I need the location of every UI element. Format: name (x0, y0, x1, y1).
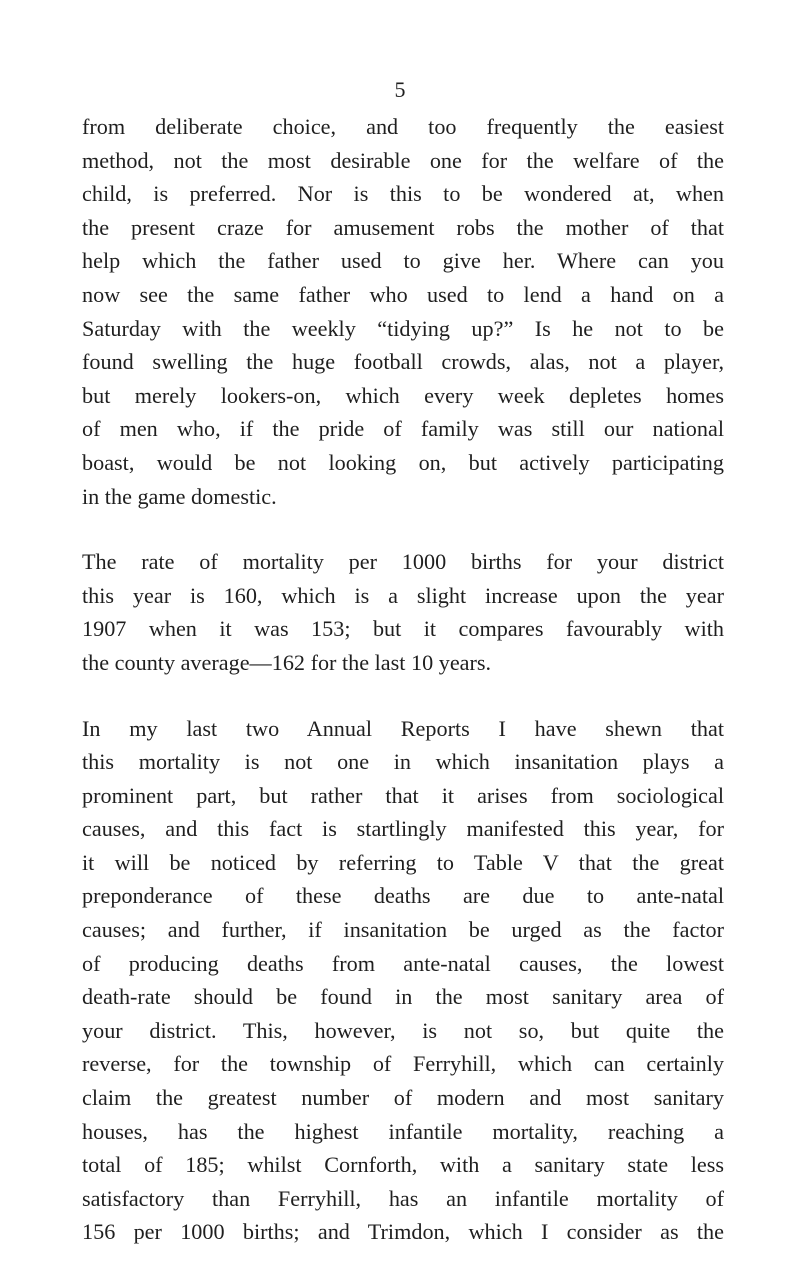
text-line: in the game domestic. (82, 483, 277, 509)
text-line: help which the father used to give her. Where can you (82, 248, 724, 274)
text-line: it will be noticed by referring to Table V that the great (82, 849, 724, 875)
text-line: Saturday with the weekly “tidying up?” Is he not to be (82, 315, 724, 341)
text-line: the county average—162 for the last 10 years. (82, 649, 492, 675)
paragraph-mortality-rate (82, 545, 724, 679)
text-line: found swelling the huge football crowds, alas, not a player, (82, 349, 724, 375)
text-line: from deliberate choice, and too frequently the easiest (82, 114, 724, 139)
text-line: this year is 160, which is a slight increase upon the year (82, 582, 724, 608)
text-line: the present craze for amusement robs the mother of that (82, 214, 724, 240)
text-line: claim the greatest number of modern and most sanitary (82, 1085, 724, 1111)
page-number: 5 (394, 77, 406, 102)
text-line: now see the same father who used to lend a hand on a (82, 281, 724, 307)
text-line: reverse, for the township of Ferryhill, which can certainly (82, 1051, 724, 1077)
text-line: causes; and further, if insanitation be urged as the factor (82, 917, 724, 943)
text-line: The rate of mortality per 1000 births for your district (82, 549, 724, 575)
text-line: preponderance of these deaths are due to ante-natal (82, 883, 724, 909)
text-line: of men who, if the pride of family was still our national (82, 416, 724, 442)
body-text (82, 110, 724, 1249)
text-line: method, not the most desirable one for the welfare of the (82, 147, 724, 173)
text-line: child, is preferred. Nor is this to be wondered at, when (82, 181, 724, 207)
text-line: of producing deaths from ante-natal causes, the lowest (82, 950, 724, 976)
text-line: boast, would be not looking on, but actively participating (82, 449, 724, 475)
text-line: but merely lookers-on, which every week depletes homes (82, 382, 724, 408)
text-line: houses, has the highest infantile mortality, reaching a (82, 1118, 724, 1144)
text-line: causes, and this fact is startlingly manifested this year, for (82, 816, 724, 842)
text-line: total of 185; whilst Cornforth, with a sanitary state less (82, 1152, 724, 1178)
text-line: this mortality is not one in which insanitation plays a (82, 749, 724, 775)
text-line: In my last two Annual Reports I have shewn that (82, 715, 724, 741)
text-line: prominent part, but rather that it arises from sociological (82, 782, 724, 808)
text-line: your district. This, however, is not so, but quite the (82, 1017, 724, 1043)
paragraph-family-life (82, 110, 724, 513)
text-line: 156 per 1000 births; and Trimdon, which I consider as the (82, 1219, 724, 1245)
text-line: death-rate should be found in the most sanitary area of (82, 984, 724, 1010)
paragraph-annual-reports (82, 712, 724, 1250)
text-line: satisfactory than Ferryhill, has an infantile mortality of (82, 1185, 724, 1211)
text-line: 1907 when it was 153; but it compares favourably with (82, 616, 724, 642)
